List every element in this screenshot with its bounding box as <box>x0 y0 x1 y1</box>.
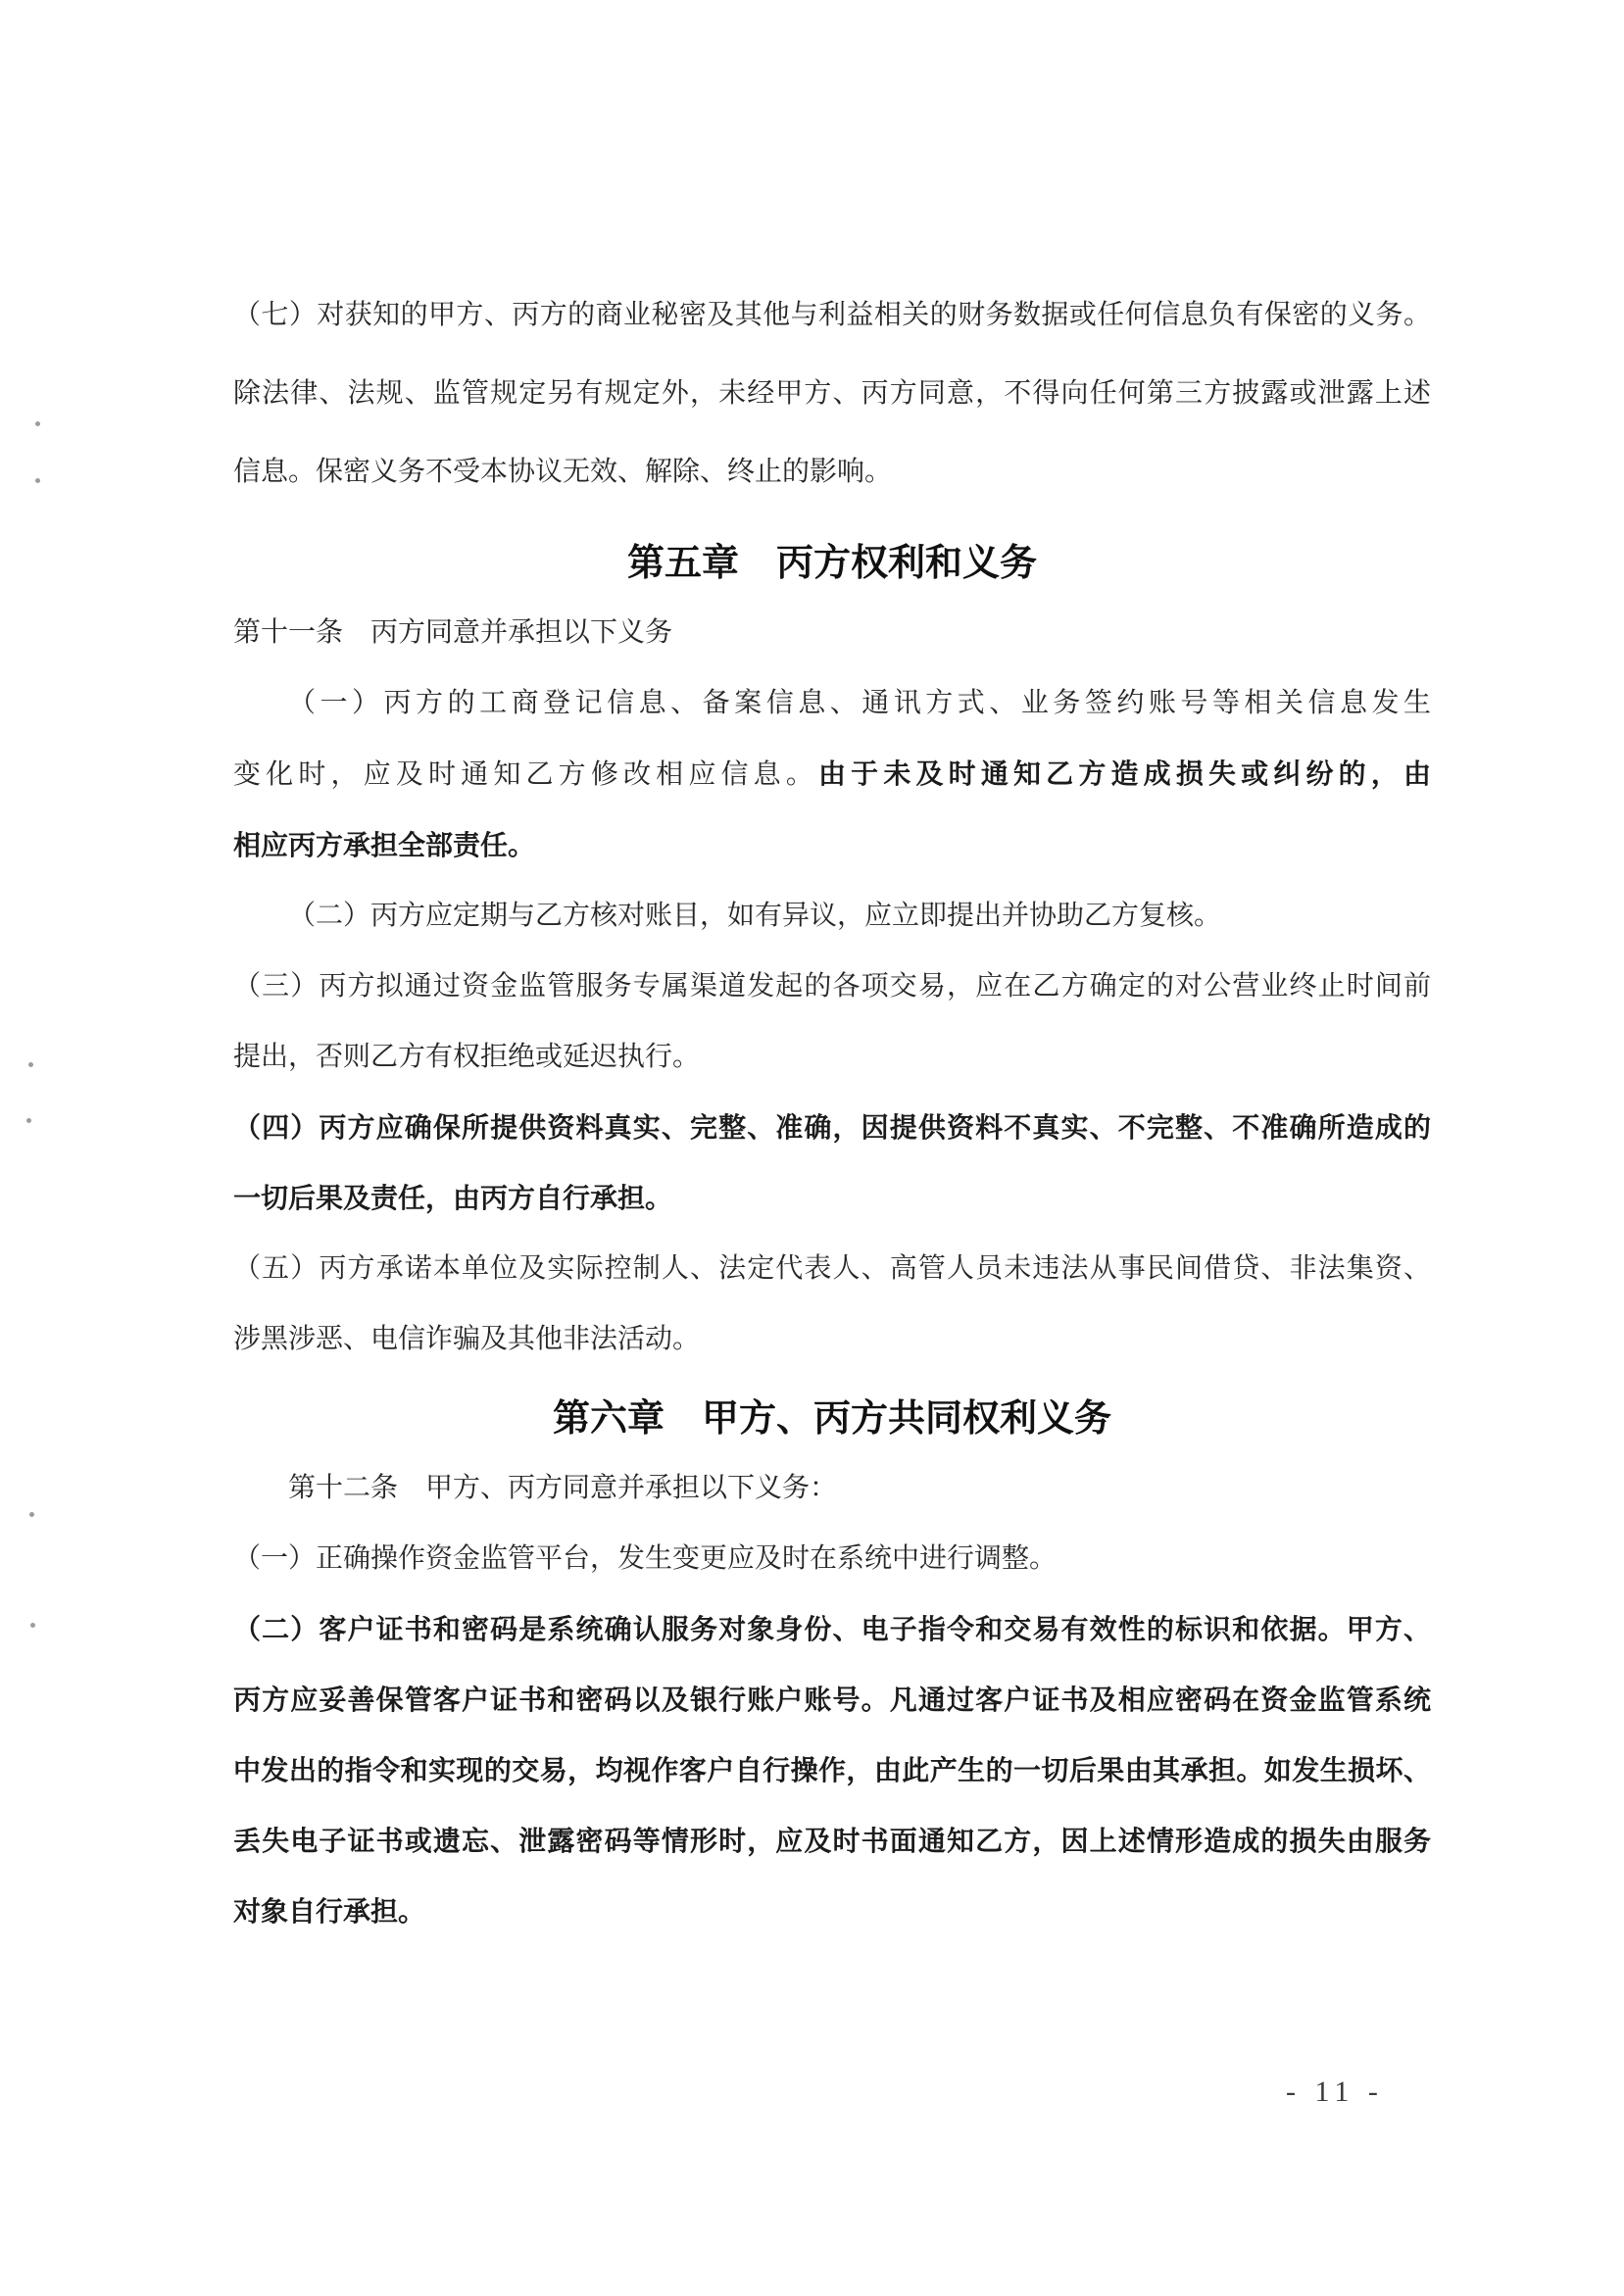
scan-artifact-dot <box>28 1062 33 1067</box>
article-11-item-3 <box>233 952 1431 1093</box>
scan-artifact-dot <box>35 478 40 483</box>
article-11-item-3-line-2: 提出，否则乙方有权拒绝或延迟执行。 <box>233 1042 701 1072</box>
clause-7-line-2: 除法律、法规、监管规定另有规定外，未经甲方、丙方同意，不得向任何第三方披露或泄露上述 <box>233 378 1431 409</box>
page-number: - 11 - <box>1286 2076 1384 2108</box>
article-11-item-4 <box>233 1093 1431 1234</box>
article-11-item-5-line-2: 涉黑涉恶、电信诈骗及其他非法活动。 <box>233 1324 701 1354</box>
article-11-item-1-line-2-normal: 变化时，应及时通知乙方修改相应信息。 <box>233 759 818 790</box>
article-12-item-2 <box>233 1594 1431 1947</box>
scan-artifact-dot <box>26 1118 31 1123</box>
article-11-item-1-line-3: 相应丙方承担全部责任。 <box>233 829 536 861</box>
document-body <box>233 276 1431 1947</box>
article-12-intro: 第十二条 甲方、丙方同意并承担以下义务： <box>288 1473 838 1503</box>
scan-artifact-dot <box>30 1623 35 1628</box>
article-11-item-1-line-2 <box>233 739 1431 810</box>
scan-artifact-dot <box>35 421 40 426</box>
article-12-item-2-line-4: 丢失电子证书或遗忘、泄露密码等情形时，应及时书面通知乙方，因上述情形造成的损失由服务 <box>233 1825 1431 1857</box>
article-12-item-2-line-2: 丙方应妥善保管客户证书和密码以及银行账户账号。凡通过客户证书及相应密码在资金监管系统 <box>233 1684 1431 1716</box>
clause-7-line-1: （七）对获知的甲方、丙方的商业秘密及其他与利益相关的财务数据或任何信息负有保密的义务。 <box>233 300 1431 330</box>
article-11-item-5 <box>233 1234 1431 1375</box>
article-11-item-3-line-1: （三）丙方拟通过资金监管服务专属渠道发起的各项交易，应在乙方确定的对公营业终止时间前 <box>233 971 1431 1001</box>
clause-7-paragraph <box>233 276 1431 512</box>
article-11-intro: 第十一条 丙方同意并承担以下义务 <box>233 617 673 648</box>
article-11-item-4-line-2: 一切后果及责任，由丙方自行承担。 <box>233 1182 673 1214</box>
article-11-item-1 <box>233 668 1431 881</box>
article-12-item-2-line-3: 中发出的指令和实现的交易，均视作客户自行操作，由此产生的一切后果由其承担。如发生损坏、 <box>233 1754 1431 1786</box>
article-11-item-1-line-2-bold: 由于未及时通知乙方造成损失或纠纷的，由 <box>818 757 1431 790</box>
article-11-item-2: （二）丙方应定期与乙方核对账目，如有异议，应立即提出并协助乙方复核。 <box>288 901 1222 931</box>
scan-artifact-dot <box>29 1512 34 1517</box>
article-12-item-2-line-1: （二）客户证书和密码是系统确认服务对象身份、电子指令和交易有效性的标识和依据。甲方、 <box>233 1613 1431 1645</box>
article-11-item-4-line-1: （四）丙方应确保所提供资料真实、完整、准确，因提供资料不真实、不完整、不准确所造成的 <box>233 1111 1431 1144</box>
article-12-item-2-line-5: 对象自行承担。 <box>233 1895 426 1928</box>
article-12-item-1: （一）正确操作资金监管平台，发生变更应及时在系统中进行调整。 <box>233 1543 1058 1574</box>
article-11-item-1-line-1: （一）丙方的工商登记信息、备案信息、通讯方式、业务签约账号等相关信息发生 <box>288 688 1431 718</box>
chapter-6-heading: 第六章 甲方、丙方共同权利义务 <box>552 1395 1111 1440</box>
clause-7-line-3: 信息。保密义务不受本协议无效、解除、终止的影响。 <box>233 457 893 487</box>
article-11-item-5-line-1: （五）丙方承诺本单位及实际控制人、法定代表人、高管人员未违法从事民间借贷、非法集资、 <box>233 1253 1431 1284</box>
chapter-5-heading: 第五章 丙方权利和义务 <box>626 540 1037 584</box>
